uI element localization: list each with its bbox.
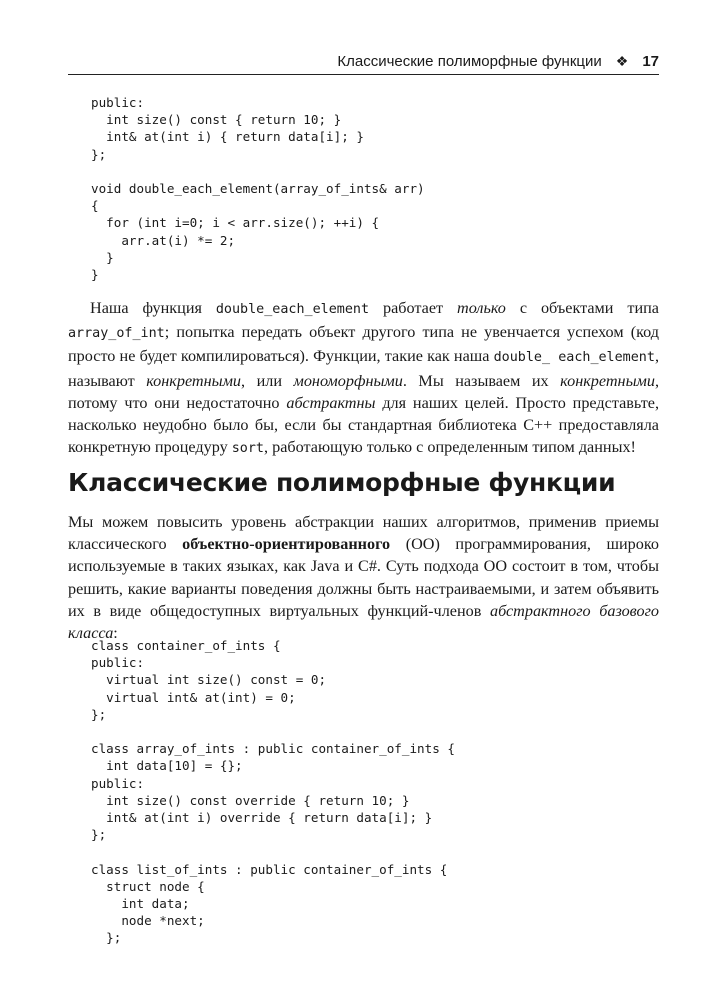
text-run: работает — [369, 299, 458, 317]
text-run: Мы можем повысить уровень абстракции наших алгоритмов, применив приемы классического — [68, 513, 659, 554]
emphasis: абстрактного базового класса — [68, 601, 659, 643]
text-run: Наша функция — [90, 299, 216, 317]
inline-code: double_ each_element — [493, 350, 655, 366]
text-run: , называют — [68, 347, 659, 390]
inline-code: sort — [231, 441, 264, 457]
text-run: для наших целей. Просто представьте, насколько неудобно было бы, если бы стандартная библиотека C++ предоставляла конкретную процедуру — [68, 393, 659, 457]
text-run: (ОО) программирования, широко используемые в таких языках, как Java и C#. Суть подхода ОО состоит в том, чтобы решить, какие варианты поведения должны быть настраиваемыми, и затем объявить их в виде общедоступных виртуальных функций-членов — [68, 535, 659, 620]
ornament-icon: ❖ — [615, 52, 629, 69]
inline-code: double_each_element — [215, 302, 370, 317]
text-run: , потому что они недостаточно — [68, 371, 660, 412]
running-title: Классические полиморфные функции — [337, 52, 602, 70]
page-number: 17 — [642, 52, 659, 70]
paragraph-oo-approach — [68, 511, 659, 644]
text-run: : — [113, 624, 118, 643]
emphasis: конкретными — [146, 371, 242, 390]
text-run: ; попытка передать объект другого типа не увенчается успехом (код просто не будет компилироваться). Функции, такие как наша — [68, 323, 659, 366]
text-run: . Мы называем их — [402, 371, 561, 390]
text-run: с объектами типа — [505, 299, 659, 317]
inline-code: array_of_int — [68, 326, 165, 342]
text-run: , работающую только с определенным типом данных! — [264, 438, 636, 457]
paragraph-concrete-functions — [68, 297, 659, 460]
bold-term: объектно-ориентированного — [182, 535, 391, 554]
code-block-1: public: int size() const { return 10; } int& at(int i) { return data[i]; } }; void double_each_element(array_of_ints& arr) { for (int i=0; i < arr.size(); ++i) { arr.at(i) *= 2; } } — [91, 95, 425, 283]
emphasis: мономорфными — [293, 371, 403, 390]
emphasis: конкретными — [560, 371, 655, 390]
emphasis: только — [457, 299, 506, 317]
emphasis: абстрактны — [286, 393, 376, 412]
section-title: Классические полиморфные функции — [68, 468, 616, 497]
code-block-2: class container_of_ints { public: virtual int size() const = 0; virtual int& at(int) = 0; }; class array_of_ints : public container_of_ints { int data[10] = {}; public: int size() const override { return 10; } int& at(int i) override { return data[i]; } }; class list_of_ints : public container_of_ints { struct node { int data; node *next; }; — [91, 638, 455, 946]
page-header — [68, 48, 659, 75]
text-run: , или — [241, 371, 294, 390]
